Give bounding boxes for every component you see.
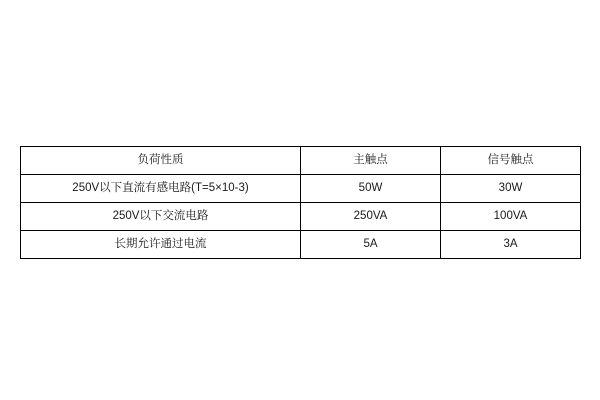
table-row bbox=[21, 231, 581, 259]
cell-load-type: 250V以下直流有感电路(T=5×10-3) bbox=[21, 175, 301, 203]
table-row bbox=[21, 203, 581, 231]
cell-main-contact: 50W bbox=[301, 175, 441, 203]
contact-rating-table bbox=[20, 146, 581, 259]
cell-signal-contact: 30W bbox=[441, 175, 581, 203]
cell-signal-contact: 100VA bbox=[441, 203, 581, 231]
column-header-main-contact: 主触点 bbox=[301, 147, 441, 175]
cell-signal-contact: 3A bbox=[441, 231, 581, 259]
table-row bbox=[21, 175, 581, 203]
cell-main-contact: 250VA bbox=[301, 203, 441, 231]
column-header-signal-contact: 信号触点 bbox=[441, 147, 581, 175]
cell-load-type: 250V以下交流电路 bbox=[21, 203, 301, 231]
column-header-load-type: 负荷性质 bbox=[21, 147, 301, 175]
table-header-row bbox=[21, 147, 581, 175]
cell-load-type: 长期允许通过电流 bbox=[21, 231, 301, 259]
spec-table-container bbox=[20, 146, 580, 259]
cell-main-contact: 5A bbox=[301, 231, 441, 259]
